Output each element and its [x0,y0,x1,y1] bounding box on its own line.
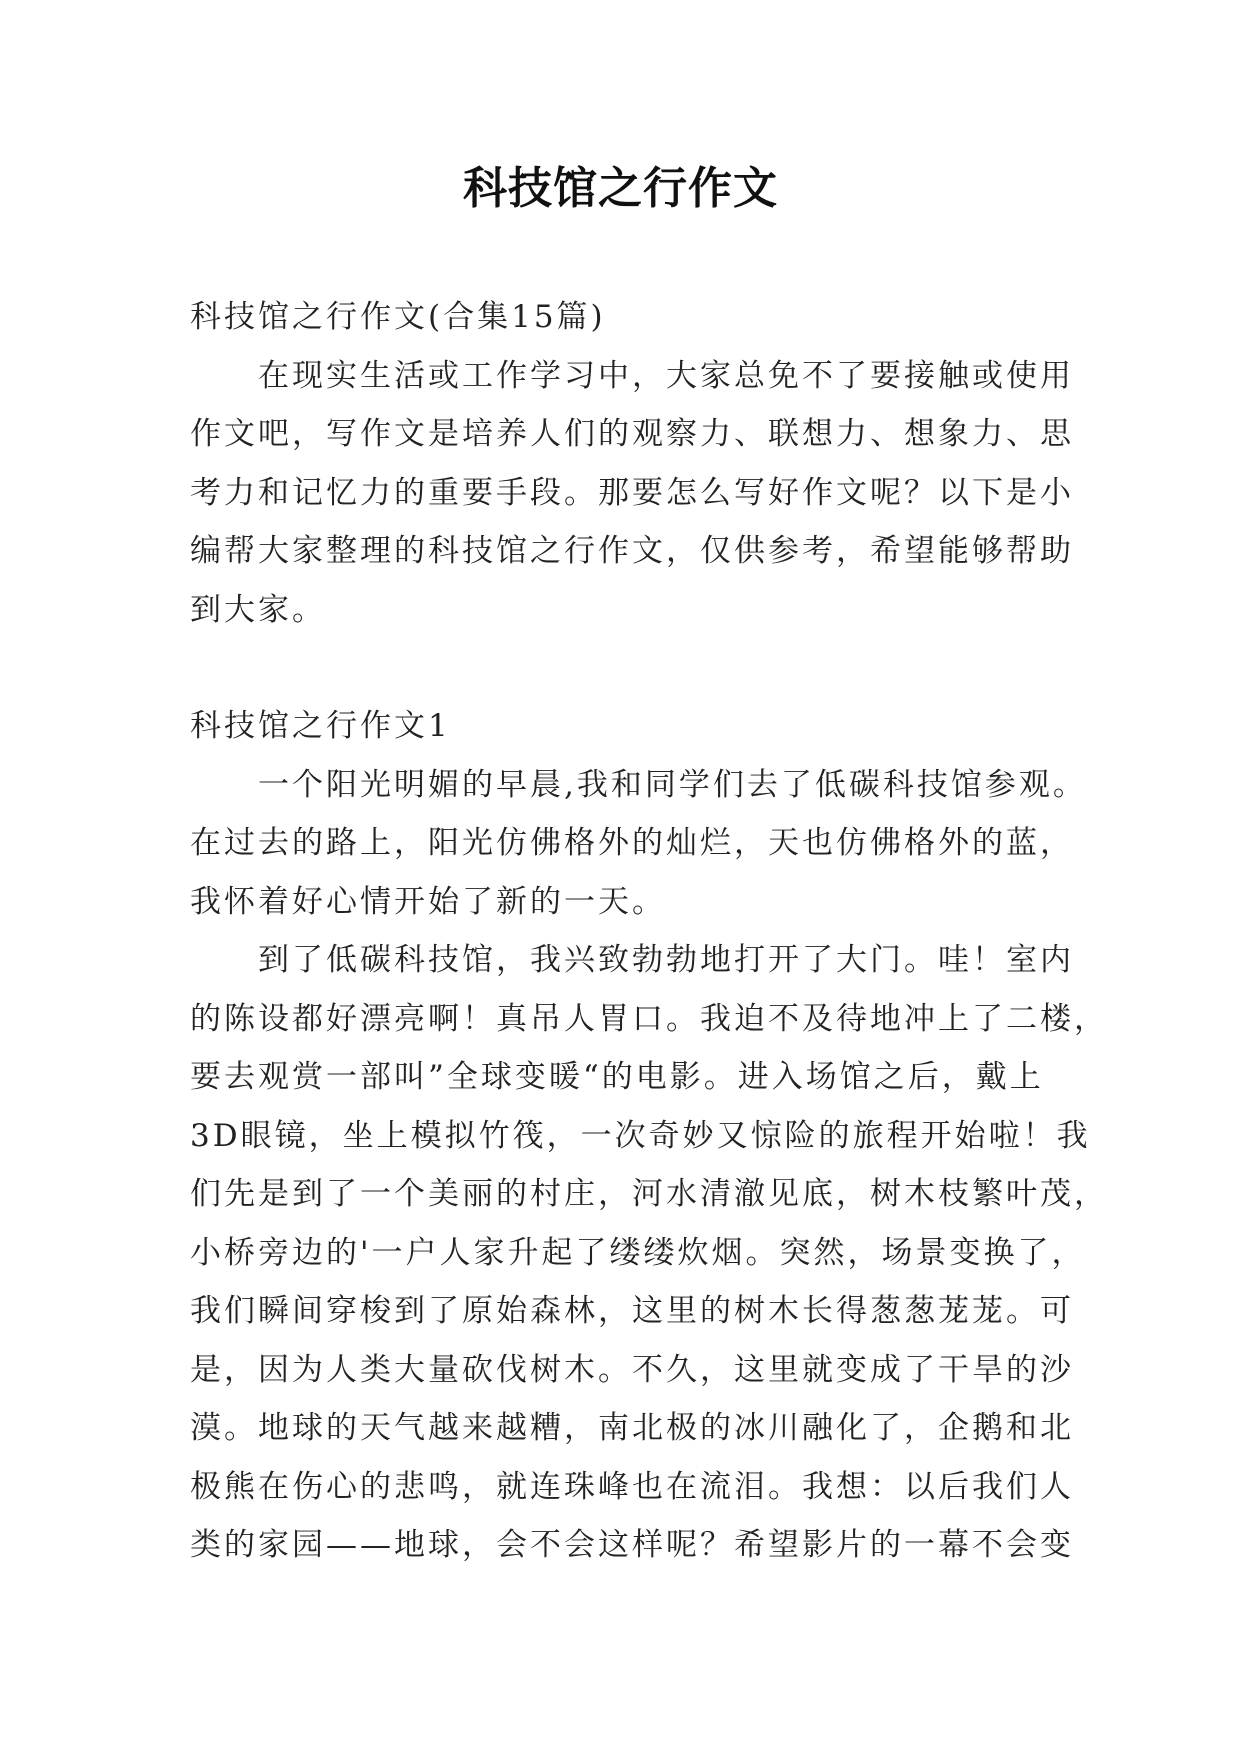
text-line: 作文吧，写作文是培养人们的观察力、联想力、想象力、思 [190,416,1074,452]
text-line: 是，因为人类大量砍伐树木。不久，这里就变成了干旱的沙 [190,1351,1074,1388]
text-line: 到大家。 [190,591,326,628]
text-line: 到了低碳科技馆，我兴致勃勃地打开了大门。哇！室内 [258,942,1074,978]
paragraph-2 [190,931,1108,1575]
text-line: 类的家园——地球，会不会这样呢？希望影片的一幕不会变 [190,1527,1074,1563]
document-subtitle: 科技馆之行作文(合集15篇) [190,299,606,335]
text-line: 极熊在伤心的悲鸣，就连珠峰也在流泪。我想：以后我们人 [190,1468,1074,1505]
document-body [190,288,1108,1575]
text-line: 漠。地球的天气越来越糟，南北极的冰川融化了，企鹅和北 [190,1410,1074,1446]
paragraph-spacer [190,639,1050,697]
text-line: 我们瞬间穿梭到了原始森林，这里的树木长得葱葱茏茏。可 [190,1293,1074,1329]
document-title: 科技馆之行作文 [463,163,778,214]
text-line: 小桥旁边的'一户人家升起了缕缕炊烟。突然，场景变换了， [190,1234,1086,1271]
text-line: 要去观赏一部叫”全球变暖“的电影。进入场馆之后，戴上 [190,1059,1044,1095]
text-line: 编帮大家整理的科技馆之行作文，仅供参考，希望能够帮助 [190,533,1074,569]
text-line: 们先是到了一个美丽的村庄，河水清澈见底，树木枝繁叶茂， [190,1176,1108,1212]
text-line: 考力和记忆力的重要手段。那要怎么写好作文呢？以下是小 [190,474,1074,511]
text-line: 一个阳光明媚的早晨,我和同学们去了低碳科技馆参观。 [258,766,1087,803]
intro-paragraph [190,347,1074,640]
paragraph-1 [190,756,1087,932]
text-line: 在过去的路上，阳光仿佛格外的灿烂，天也仿佛格外的蓝， [190,825,1074,861]
text-line: 的陈设都好漂亮啊！真吊人胃口。我迫不及待地冲上了二楼， [190,1000,1108,1037]
text-line: 在现实生活或工作学习中，大家总免不了要接触或使用 [258,357,1074,394]
text-line: 3D眼镜，坐上模拟竹筏，一次奇妙又惊险的旅程开始啦！我 [190,1117,1091,1154]
section-heading: 科技馆之行作文1 [190,708,451,744]
text-line: 我怀着好心情开始了新的一天。 [190,883,666,920]
